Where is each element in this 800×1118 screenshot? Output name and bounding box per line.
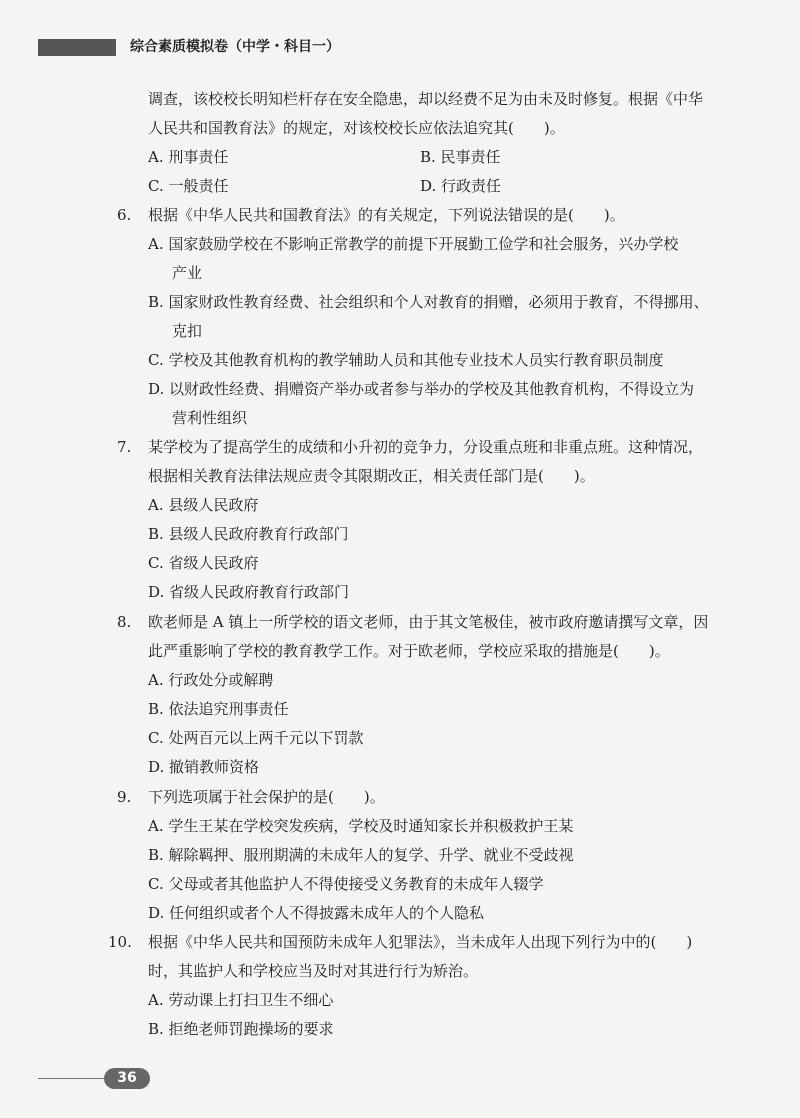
q5-option-c: C. 一般责任 — [148, 177, 229, 195]
q6-option-b-line1: B. 国家财政性教育经费、社会组织和个人对教育的捐赠，必须用于教育，不得挪用、 — [148, 293, 709, 311]
page-number-badge: 36 — [104, 1068, 150, 1089]
q8-option-a: A. 行政处分或解聘 — [148, 671, 274, 689]
q8-option-c: C. 处两百元以上两千元以下罚款 — [148, 729, 364, 747]
q10-option-a: A. 劳动课上打扫卫生不细心 — [148, 991, 334, 1009]
q6-option-a-line1: A. 国家鼓励学校在不影响正常教学的前提下开展勤工俭学和社会服务，兴办学校 — [148, 235, 679, 253]
q9-number: 9. — [117, 788, 132, 806]
q8-option-d: D. 撤销教师资格 — [148, 758, 260, 776]
q9-option-b: B. 解除羁押、服刑期满的未成年人的复学、升学、就业不受歧视 — [148, 846, 574, 864]
q10-stem-line1: 根据《中华人民共和国预防未成年人犯罪法》，当未成年人出现下列行为中的( ) — [148, 933, 693, 951]
q5-option-a: A. 刑事责任 — [148, 148, 229, 166]
q5-stem-line2: 人民共和国教育法》的规定，对该校校长应依法追究其( )。 — [148, 119, 565, 137]
q5-option-b: B. 民事责任 — [420, 148, 501, 166]
q9-stem: 下列选项属于社会保护的是( )。 — [148, 788, 385, 806]
q10-stem-line2: 时，其监护人和学校应当及时对其进行行为矫治。 — [148, 962, 479, 980]
page-header-title: 综合素质模拟卷（中学・科目一） — [130, 39, 340, 55]
q9-option-d: D. 任何组织或者个人不得披露未成年人的个人隐私 — [148, 904, 485, 922]
q7-option-a: A. 县级人民政府 — [148, 496, 259, 514]
q7-option-d: D. 省级人民政府教育行政部门 — [148, 583, 350, 601]
q6-stem: 根据《中华人民共和国教育法》的有关规定，下列说法错误的是( )。 — [148, 206, 625, 224]
q10-number: 10. — [108, 933, 132, 951]
q5-option-d: D. 行政责任 — [420, 177, 502, 195]
q10-option-b: B. 拒绝老师罚跑操场的要求 — [148, 1020, 334, 1038]
q6-option-a-line2: 产业 — [172, 264, 203, 282]
q6-option-c: C. 学校及其他教育机构的教学辅助人员和其他专业技术人员实行教育职员制度 — [148, 351, 664, 369]
q7-stem-line2: 根据相关教育法律法规应责令其限期改正，相关责任部门是( )。 — [148, 467, 595, 485]
q7-number: 7. — [117, 438, 132, 456]
q5-stem-line1: 调查，该校校长明知栏杆存在安全隐患，却以经费不足为由未及时修复。根据《中华 — [148, 90, 704, 108]
q8-number: 8. — [117, 613, 132, 631]
q8-stem-line1: 欧老师是 A 镇上一所学校的语文老师，由于其文笔极佳，被市政府邀请撰写文章，因 — [148, 613, 709, 631]
q6-number: 6. — [117, 206, 132, 224]
q7-option-b: B. 县级人民政府教育行政部门 — [148, 525, 349, 543]
q8-option-b: B. 依法追究刑事责任 — [148, 700, 289, 718]
q9-option-a: A. 学生王某在学校突发疾病，学校及时通知家长并积极救护王某 — [148, 817, 574, 835]
q6-option-d-line1: D. 以财政性经费、捐赠资产举办或者参与举办的学校及其他教育机构，不得设立为 — [148, 380, 695, 398]
header-decor-bar — [38, 39, 116, 56]
q7-option-c: C. 省级人民政府 — [148, 554, 259, 572]
q9-option-c: C. 父母或者其他监护人不得使接受义务教育的未成年人辍学 — [148, 875, 544, 893]
q6-option-b-line2: 克扣 — [172, 322, 203, 340]
q6-option-d-line2: 营利性组织 — [172, 409, 248, 427]
q7-stem-line1: 某学校为了提高学生的成绩和小升初的竞争力，分设重点班和非重点班。这种情况， — [148, 438, 704, 456]
q8-stem-line2: 此严重影响了学校的教育教学工作。对于欧老师，学校应采取的措施是( )。 — [148, 642, 670, 660]
